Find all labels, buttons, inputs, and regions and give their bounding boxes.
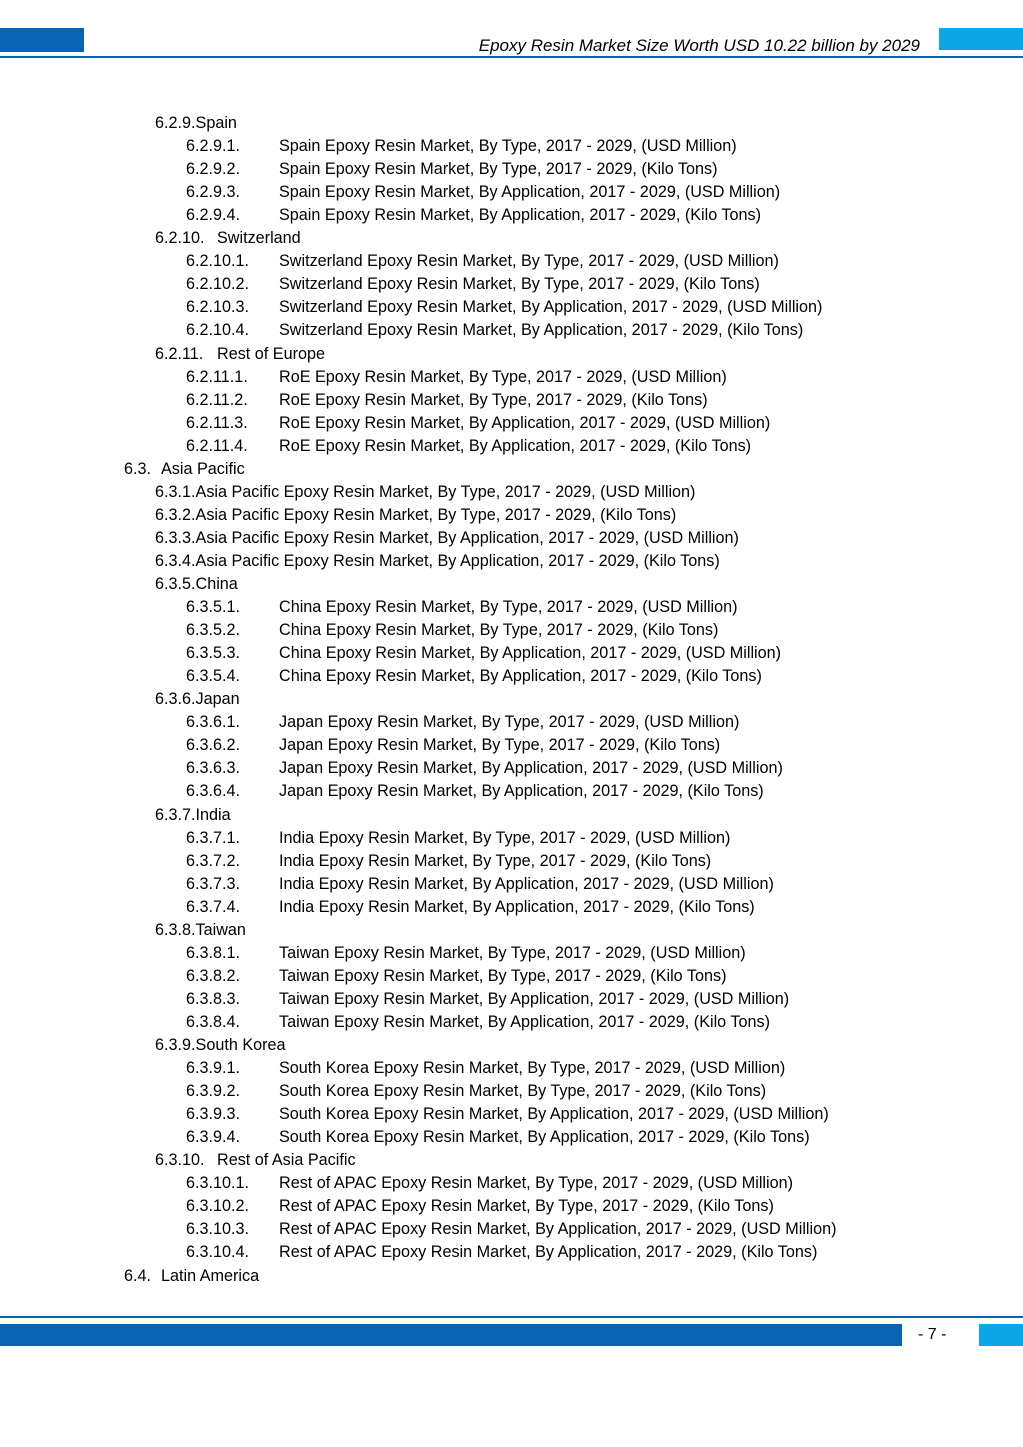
toc-entry[interactable] [155,1149,356,1172]
toc-entry-number: 6.3.9.1. [186,1059,241,1078]
toc-entry-number: 6.3.6. [155,690,196,709]
toc-entry-title: China [195,575,238,593]
toc-entry-title: Taiwan Epoxy Resin Market, By Application, 2017 - 2029, (USD Million) [279,989,790,1008]
toc-entry[interactable] [186,850,712,873]
toc-entry[interactable] [186,665,762,688]
toc-entry-number: 6.3.7.2. [186,851,241,870]
toc-entry[interactable] [186,965,727,988]
toc-entry-title: Asia Pacific Epoxy Resin Market, By Application, 2017 - 2029, (USD Million) [195,528,739,547]
toc-entry[interactable] [186,780,764,803]
toc-entry-title: Japan Epoxy Resin Market, By Type, 2017 - 2029, (Kilo Tons) [279,736,721,755]
toc-entry-title: Spain Epoxy Resin Market, By Type, 2017 - 2029, (Kilo Tons) [279,160,718,179]
toc-entry-number: 6.2.10.4. [186,321,250,340]
toc-entry[interactable] [186,389,708,412]
toc-entry-number: 6.2.11.4. [186,436,248,455]
toc-entry-title: Rest of APAC Epoxy Resin Market, By Type, 2017 - 2029, (Kilo Tons) [279,1197,774,1216]
toc-entry-number: 6.2.10.2. [186,275,250,294]
toc-entry-number: 6.3.10.4. [186,1243,250,1262]
toc-entry-number: 6.3.10.3. [186,1220,250,1239]
toc-entry[interactable] [186,711,740,734]
toc-entry-number: 6.3.9.3. [186,1105,241,1124]
toc-entry-title: Asia Pacific Epoxy Resin Market, By Application, 2017 - 2029, (Kilo Tons) [195,551,720,570]
toc-entry-number: 6.3.10.1. [186,1174,250,1193]
toc-entry-number: 6.3.5. [155,575,196,593]
toc-entry[interactable] [186,827,731,850]
toc-entry[interactable] [155,919,246,942]
toc-entry[interactable] [186,412,771,435]
toc-entry-title: Asia Pacific Epoxy Resin Market, By Type, 2017 - 2029, (USD Million) [195,482,696,501]
toc-entry-number: 6.4. [124,1266,152,1285]
toc-entry-number: 6.2.9.2. [186,160,241,179]
toc-entry[interactable] [186,135,737,158]
toc-entry[interactable] [186,1195,774,1218]
toc-entry-title: Latin America [161,1266,260,1285]
toc-entry[interactable] [186,204,761,227]
toc-entry-number: 6.3.6.2. [186,736,241,755]
toc-entry-number: 6.2.11.3. [186,413,248,432]
toc-entry-title: RoE Epoxy Resin Market, By Application, 2017 - 2029, (USD Million) [279,413,771,432]
toc-entry-number: 6.2.11.1. [186,367,248,386]
toc-entry-title: Switzerland Epoxy Resin Market, By Type, 2017 - 2029, (USD Million) [279,252,779,271]
header-right-bar [939,28,1023,50]
toc-entry-title: China Epoxy Resin Market, By Application, 2017 - 2029, (Kilo Tons) [279,667,762,686]
toc-entry[interactable] [186,181,781,204]
toc-entry-number: 6.3.6.4. [186,782,241,801]
toc-entry-title: South Korea Epoxy Resin Market, By Application, 2017 - 2029, (Kilo Tons) [279,1128,810,1147]
toc-entry-number: 6.3.10. [155,1151,205,1170]
toc-entry[interactable] [155,1034,286,1057]
toc-entry-title: China Epoxy Resin Market, By Type, 2017 - 2029, (USD Million) [279,598,738,617]
toc-entry-title: India Epoxy Resin Market, By Application, 2017 - 2029, (USD Million) [279,874,774,893]
toc-entry[interactable] [186,1011,770,1034]
toc-entry-title: Switzerland Epoxy Resin Market, By Application, 2017 - 2029, (USD Million) [279,298,823,317]
toc-entry[interactable] [186,273,760,296]
toc-entry-number: 6.3.8.2. [186,966,241,985]
toc-entry[interactable] [186,250,779,273]
toc-entry-number: 6.3.10.2. [186,1197,250,1216]
toc-entry-number: 6.3.3. [155,528,196,547]
toc-entry-title: Taiwan [195,920,246,939]
toc-entry-number: 6.3.5.1. [186,598,241,617]
toc-entry[interactable] [186,1218,837,1241]
toc-entry-number: 6.2.10. [155,229,205,248]
toc-entry-number: 6.2.9.3. [186,183,241,202]
toc-entry[interactable] [186,642,782,665]
toc-entry[interactable] [186,1080,767,1103]
toc-entry-number: 6.3.8.4. [186,1012,241,1031]
toc-entry[interactable] [155,227,301,250]
toc-entry[interactable] [186,896,755,919]
toc-entry-title: Rest of APAC Epoxy Resin Market, By Application, 2017 - 2029, (Kilo Tons) [279,1243,818,1262]
header-rule [0,56,1023,58]
toc-entry[interactable] [155,481,695,504]
toc-entry-number: 6.3. [124,459,152,478]
toc-entry[interactable] [155,573,238,596]
toc-entry-title: South Korea Epoxy Resin Market, By Type, 2017 - 2029, (Kilo Tons) [279,1082,767,1101]
toc-entry-title: Japan Epoxy Resin Market, By Application, 2017 - 2029, (USD Million) [279,759,783,778]
toc-entry[interactable] [186,1103,829,1126]
toc-entry-number: 6.2.9. [155,114,196,132]
toc-entry-number: 6.3.7.4. [186,897,241,916]
toc-entry-number: 6.2.10.1. [186,252,250,271]
toc-entry[interactable] [186,319,804,342]
toc-entry[interactable] [186,596,738,619]
toc-entry-title: RoE Epoxy Resin Market, By Type, 2017 - 2029, (USD Million) [279,367,727,386]
toc-entry[interactable] [186,1126,810,1149]
toc-entry[interactable] [186,435,752,458]
toc-entry[interactable] [155,343,325,366]
toc-entry-number: 6.2.9.4. [186,206,241,225]
toc-entry-number: 6.3.9. [155,1036,196,1054]
toc-entry-number: 6.3.8. [155,920,196,939]
toc-entry-number: 6.3.9.4. [186,1128,241,1147]
toc-entry-title: India Epoxy Resin Market, By Type, 2017 - 2029, (Kilo Tons) [279,851,712,870]
toc-entry-title: Asia Pacific Epoxy Resin Market, By Type, 2017 - 2029, (Kilo Tons) [195,505,677,524]
toc-entry-number: 6.3.5.4. [186,667,241,686]
header-left-bar [0,28,84,52]
toc-entry-title: Switzerland [217,229,301,248]
toc-entry-title: RoE Epoxy Resin Market, By Application, 2017 - 2029, (Kilo Tons) [279,436,752,455]
toc-entry[interactable] [124,1265,260,1288]
toc-entry[interactable] [155,504,676,527]
toc-entry[interactable] [155,550,720,573]
toc-entry[interactable] [186,734,721,757]
toc-entry-title: Rest of APAC Epoxy Resin Market, By Type, 2017 - 2029, (USD Million) [279,1174,794,1193]
toc-entry[interactable] [155,804,231,827]
toc-entry[interactable] [186,158,718,181]
toc-entry-number: 6.2.11.2. [186,390,248,409]
toc-entry-title: India Epoxy Resin Market, By Type, 2017 - 2029, (USD Million) [279,828,731,847]
toc-entry-number: 6.3.2. [155,505,196,524]
toc-entry-number: 6.2.11. [155,344,204,363]
toc-entry-title: India [195,805,231,824]
toc-entry-title: Japan [195,690,240,709]
toc-entry-title: Rest of APAC Epoxy Resin Market, By Application, 2017 - 2029, (USD Million) [279,1220,837,1239]
toc-entry-title: Japan Epoxy Resin Market, By Type, 2017 - 2029, (USD Million) [279,713,740,732]
toc-entry-title: Taiwan Epoxy Resin Market, By Type, 2017 - 2029, (USD Million) [279,943,746,962]
toc-entry-number: 6.3.9.2. [186,1082,241,1101]
toc-entry-number: 6.3.7. [155,805,196,824]
toc-entry-number: 6.3.8.3. [186,989,241,1008]
footer-rule [0,1316,1023,1318]
toc-entry-title: RoE Epoxy Resin Market, By Type, 2017 - 2029, (Kilo Tons) [279,390,708,409]
toc-entry-number: 6.2.9.1. [186,137,241,156]
toc-entry-title: South Korea Epoxy Resin Market, By Application, 2017 - 2029, (USD Million) [279,1105,829,1124]
toc-entry-title: Switzerland Epoxy Resin Market, By Application, 2017 - 2029, (Kilo Tons) [279,321,804,340]
toc-entry[interactable] [186,873,774,896]
toc-entry-title: India Epoxy Resin Market, By Application, 2017 - 2029, (Kilo Tons) [279,897,755,916]
toc-entry-title: Spain [195,114,237,132]
footer-right-bar [979,1324,1023,1346]
toc-entry[interactable] [124,458,245,481]
toc-entry-number: 6.3.6.3. [186,759,241,778]
toc-entry[interactable] [186,988,790,1011]
toc-entry[interactable] [186,942,746,965]
toc-entry[interactable] [186,757,783,780]
toc-entry[interactable] [186,1057,786,1080]
toc-entry-title: South Korea [195,1036,286,1054]
toc-entry-title: Taiwan Epoxy Resin Market, By Type, 2017 - 2029, (Kilo Tons) [279,966,727,985]
toc-entry[interactable] [155,112,237,135]
toc-entry-number: 6.3.7.3. [186,874,241,893]
toc-entry-title: Spain Epoxy Resin Market, By Application, 2017 - 2029, (Kilo Tons) [279,206,761,225]
toc-entry-number: 6.3.5.3. [186,644,241,663]
toc-entry-number: 6.3.5.2. [186,621,241,640]
toc-entry-title: Spain Epoxy Resin Market, By Application, 2017 - 2029, (USD Million) [279,183,781,202]
toc-entry[interactable] [186,296,823,319]
footer-left-bar [0,1324,902,1346]
toc-entry-title: Rest of Asia Pacific [217,1151,356,1170]
page-number: - 7 - [918,1326,947,1343]
toc-entry-title: China Epoxy Resin Market, By Application, 2017 - 2029, (USD Million) [279,644,782,663]
toc-entry[interactable] [155,527,739,550]
toc-entry[interactable] [186,1241,818,1264]
toc-entry[interactable] [155,688,240,711]
toc-entry-title: Spain Epoxy Resin Market, By Type, 2017 - 2029, (USD Million) [279,137,737,156]
toc-entry-title: China Epoxy Resin Market, By Type, 2017 - 2029, (Kilo Tons) [279,621,719,640]
toc-entry[interactable] [186,366,727,389]
toc-entry[interactable] [186,1172,794,1195]
toc-entry-number: 6.3.7.1. [186,828,241,847]
toc-entry-number: 6.3.1. [155,482,196,501]
toc-entry-title: Japan Epoxy Resin Market, By Application, 2017 - 2029, (Kilo Tons) [279,782,764,801]
toc-entry-title: Switzerland Epoxy Resin Market, By Type, 2017 - 2029, (Kilo Tons) [279,275,760,294]
toc-entry-number: 6.2.10.3. [186,298,250,317]
toc-entry-number: 6.3.6.1. [186,713,241,732]
toc-entry-number: 6.3.8.1. [186,943,241,962]
toc-entry[interactable] [186,619,719,642]
toc-entry-title: Taiwan Epoxy Resin Market, By Application, 2017 - 2029, (Kilo Tons) [279,1012,770,1031]
toc-entry-title: Rest of Europe [217,344,325,363]
toc-entry-title: Asia Pacific [161,459,245,478]
toc-entry-title: South Korea Epoxy Resin Market, By Type, 2017 - 2029, (USD Million) [279,1059,786,1078]
header-title: Epoxy Resin Market Size Worth USD 10.22 billion by 2029 [478,36,920,55]
toc-entry-number: 6.3.4. [155,551,196,570]
